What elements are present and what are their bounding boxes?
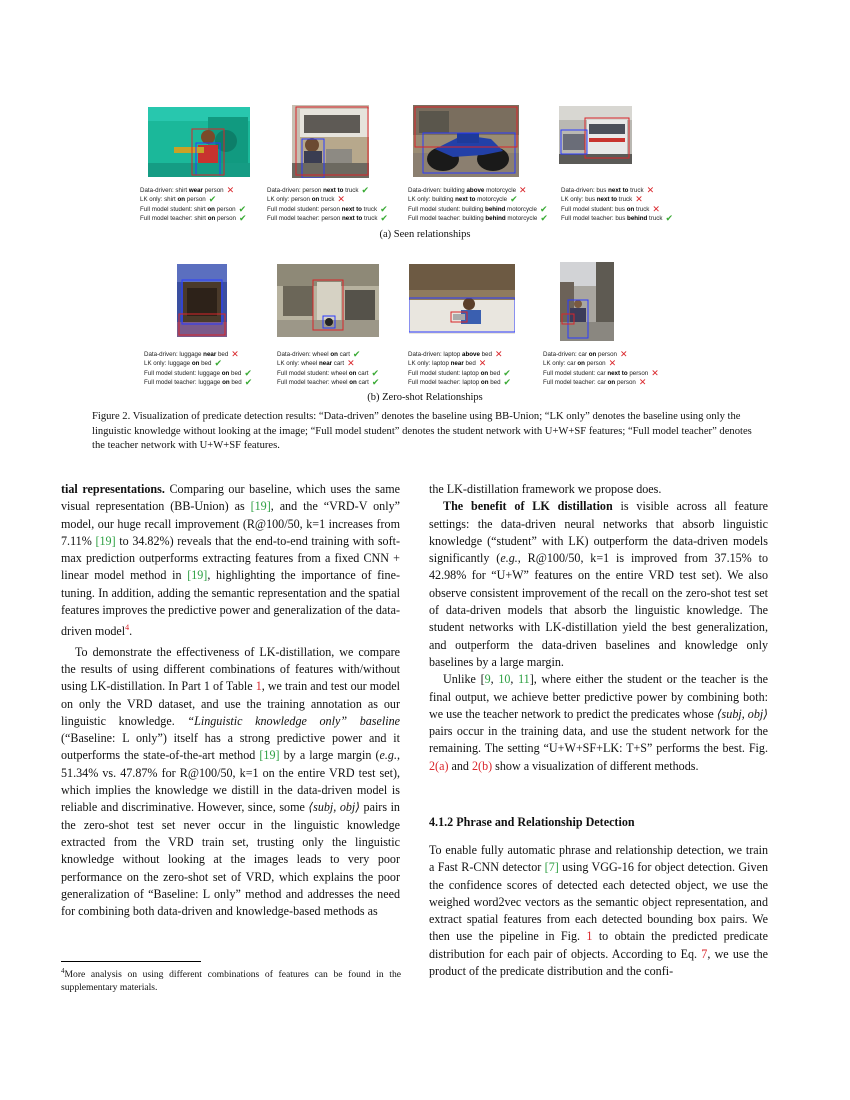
caption-line: LK only: person on truck ✕: [267, 194, 345, 205]
cross-icon: ✕: [646, 185, 655, 195]
equation-link[interactable]: 7: [701, 946, 708, 961]
check-icon: ✔: [214, 358, 222, 369]
check-icon: ✔: [539, 203, 548, 214]
check-icon: ✔: [503, 367, 511, 378]
caption-line: Full model teacher: shirt on person ✔: [140, 212, 247, 223]
check-icon: ✔: [540, 212, 548, 223]
check-icon: ✔: [380, 212, 388, 223]
section-heading: 4.1.2 Phrase and Relationship Detection: [429, 815, 635, 829]
cross-icon: ✕: [337, 194, 345, 205]
seen-caption-2: [267, 186, 388, 223]
caption-line: Full model student: person next to truck ✔: [267, 203, 388, 214]
caption-line: Full model teacher: laptop on bed ✔: [408, 376, 512, 387]
citation-link[interactable]: [19]: [187, 568, 208, 583]
zeroshot-photo-3: [409, 264, 515, 334]
caption-line: Full model student: shirt on person ✔: [140, 203, 247, 214]
paragraph: the LK-distillation framework we propose does.: [429, 482, 662, 496]
paragraph: To demonstrate the effectiveness of LK-distillation, we compare the results of using different combinations of features with/without using LK-distillation. In Part 1 of Table 1, we train and test our model on only the VRD dataset, and use the training annotation as our linguistic knowledge. “Linguistic knowledge only” baseline (“Baseline: L only”) itself has a strong predictive power and it outperforms the state-of-the-art method [19] by a large margin (e.g., 51.34% vs. 47.87% for R@100/50, k=1 on the entire VRD test set), which implies the knowledge we distill in the data-driven model is reliable and discriminative. However, since, some ⟨subj, obj⟩ pairs in the zero-shot test set never occur in the linguistic knowledge extracted from the VRD train set, trusting only the linguistic knowledge without looking at the images leads to very poor performance on the zero-shot set of VRD, which explains the poor generalization of “Baseline: L only” method and addresses the need for combining both data-driven and knowledge-based methods as: [61, 644, 400, 919]
cross-icon: ✕: [347, 358, 355, 369]
cross-icon: ✕: [651, 367, 659, 378]
left-column: [61, 481, 400, 920]
caption-line: Full model student: wheel on cart ✔: [277, 367, 380, 378]
caption-line: Full model teacher: person next to truck ✔: [267, 212, 388, 223]
cross-icon: ✕: [519, 185, 527, 195]
zeroshot-photo-2: [277, 264, 379, 337]
citation-link[interactable]: 9: [484, 672, 491, 687]
footnote-rule: [61, 961, 201, 962]
caption-line: LK only: luggage on bed ✔: [144, 358, 222, 369]
subfigure-b-label: (b) Zero-shot Relationships: [367, 392, 483, 403]
right-column: [429, 481, 768, 775]
cross-icon: ✕: [638, 376, 647, 387]
subfigure-a-label: (a) Seen relationships: [379, 229, 471, 240]
caption-line: LK only: laptop near bed ✕: [408, 358, 487, 369]
seen-caption-3: [408, 186, 548, 223]
caption-line: Data-driven: person next to truck ✔: [267, 185, 370, 195]
caption-line: Full model teacher: car on person ✕: [543, 376, 647, 387]
caption-line: Data-driven: car on person ✕: [543, 349, 628, 359]
citation-link[interactable]: [7]: [544, 860, 559, 875]
check-icon: ✔: [380, 203, 388, 214]
cross-icon: ✕: [478, 358, 487, 369]
check-icon: ✔: [371, 367, 380, 378]
check-icon: ✔: [238, 203, 247, 214]
citation-link[interactable]: 11: [518, 672, 530, 687]
zeroshot-caption-3: [408, 350, 511, 387]
cross-icon: ✕: [231, 349, 239, 359]
seen-photo-1: [148, 107, 250, 177]
check-icon: ✔: [352, 349, 361, 359]
caption-line: Data-driven: building above motorcycle ✕: [408, 185, 527, 195]
caption-line: LK only: wheel near cart ✕: [277, 358, 355, 369]
figure-link[interactable]: 2(a): [429, 758, 449, 773]
paragraph: tial representations. Comparing our baseline, which uses the same visual representation (BB-Union) as [19], and the “VRD-V only” model, our huge recall improvement (R@100/50, k=1 increases from 7.11% [19] to 34.82%) reveals that the end-to-end training with soft-max prediction outperforms extracting features from a fixed CNN + linear model method in [19], highlighting the importance of fine-tuning. In addition, adding the semantic representation and the spatial features improves the predictive power and generalization of the data-driven model$^4$.: [61, 482, 401, 639]
check-icon: ✔: [361, 185, 370, 195]
figure-link[interactable]: 2(b): [472, 758, 493, 773]
caption-line: LK only: bus next to truck ✕: [561, 194, 643, 205]
check-icon: ✔: [208, 194, 217, 205]
seen-caption-1: [140, 186, 247, 223]
zeroshot-caption-2: [277, 350, 379, 387]
caption-line: Data-driven: wheel on cart ✔: [277, 349, 361, 359]
caption-line: Data-driven: luggage near bed ✕: [144, 349, 239, 359]
table-link[interactable]: 1: [255, 679, 262, 694]
check-icon: ✔: [244, 367, 252, 378]
caption-line: Full model student: laptop on bed ✔: [408, 367, 511, 378]
citation-link[interactable]: [19]: [95, 533, 116, 548]
zeroshot-photo-1: [177, 264, 227, 337]
right-column-lower: [429, 842, 768, 980]
seen-photo-2: [292, 105, 369, 178]
cross-icon: ✕: [652, 203, 660, 214]
cross-icon: ✕: [619, 349, 628, 359]
caption-line: Full model teacher: wheel on cart ✔: [277, 376, 380, 387]
zeroshot-photo-4: [560, 262, 614, 341]
citation-link[interactable]: [19]: [259, 748, 280, 763]
seen-caption-4: [561, 186, 673, 223]
seen-photo-4: [559, 106, 632, 164]
caption-line: Full model teacher: luggage on bed ✔: [144, 376, 253, 387]
paragraph: The benefit of LK distillation is visible across all feature settings: the data-driven neural networks that absorb linguistic knowledge (“student” with LK) outperform the data-driven models significantly (e.g., R@100/50, k=1 is improved from 37.15% to 42.98% for “U+W” features on the entire VRD test set). We also observe consistent improvement of the recall on the zero-shot test set of data-driven models that absorb the linguistic knowledge. The student networks with LK-distillation yield the best generalization, and outperform the data-driven baselines and knowledge only baselines by a large margin.: [429, 499, 768, 669]
footnote-marker[interactable]: 4: [125, 623, 130, 633]
zeroshot-caption-1: [144, 350, 252, 387]
caption-line: Full model student: building behind motorcycle ✔: [408, 203, 548, 214]
check-icon: ✔: [503, 376, 512, 387]
caption-line: LK only: shirt on person ✔: [140, 194, 217, 205]
citation-link[interactable]: 10: [498, 672, 511, 687]
cross-icon: ✕: [635, 194, 643, 205]
caption-line: Full model teacher: bus behind truck ✔: [561, 212, 674, 223]
check-icon: ✔: [244, 376, 253, 387]
check-icon: ✔: [665, 212, 674, 223]
caption-line: Full model teacher: building behind motorcycle ✔: [408, 212, 548, 223]
citation-link[interactable]: [19]: [250, 499, 271, 514]
caption-line: Full model student: car next to person ✕: [543, 367, 659, 378]
cross-icon: ✕: [226, 185, 235, 195]
caption-line: LK only: building next to motorcycle ✔: [408, 194, 518, 205]
caption-line: Data-driven: laptop above bed ✕: [408, 349, 503, 359]
paragraph: To enable fully automatic phrase and relationship detection, we train a Fast R-CNN detector [7] using VGG-16 for object detection. Given the confidence scores of detected each detected object, we use the weighed word2vec vectors as the semantic object representation, and extract spatial features from each detected bounding box pairs. We then use the pipeline in Fig. 1 to obtain the predicted predicate distribution for each pair of objects. According to Eq. 7, we use the product of the predicate distribution and the confi-: [429, 843, 768, 979]
cross-icon: ✕: [608, 358, 617, 369]
zeroshot-caption-4: [543, 350, 659, 387]
footnote: $^4$More analysis on using different combinations of features can be found in the supplementary materials.: [61, 967, 401, 993]
caption-line: LK only: car on person ✕: [543, 358, 617, 369]
check-icon: ✔: [371, 376, 380, 387]
figure-caption: Figure 2. Visualization of predicate detection results: “Data-driven” denotes the baseline using BB-Union; “LK only” denotes the baseline using only the linguistic knowledge without looking at the image; “Full model student” denotes the student network with U+W+SF features; “Full model teacher” denotes the teacher network with U+W+SF features.: [92, 411, 752, 452]
caption-line: Data-driven: bus next to truck ✕: [561, 185, 655, 195]
check-icon: ✔: [510, 194, 518, 205]
check-icon: ✔: [238, 212, 247, 223]
caption-line: Data-driven: shirt wear person ✕: [140, 185, 235, 195]
paragraph: Unlike [9, 10, 11], where either the student or the teacher is the final output, we achieve better predictive power by combining both: we use the teacher network to predict the predicates whose ⟨subj, obj⟩ pairs occur in the training data, and use the student network for the remaining. The setting “U+W+SF+LK: T+S” performs the best. Fig. 2(a) and 2(b) show a visualization of different methods.: [429, 672, 768, 773]
seen-photo-3: [413, 105, 519, 177]
caption-line: Full model student: luggage on bed ✔: [144, 367, 252, 378]
caption-line: Full model student: bus on truck ✕: [561, 203, 660, 214]
cross-icon: ✕: [494, 349, 503, 359]
figure-link[interactable]: 1: [586, 929, 593, 944]
